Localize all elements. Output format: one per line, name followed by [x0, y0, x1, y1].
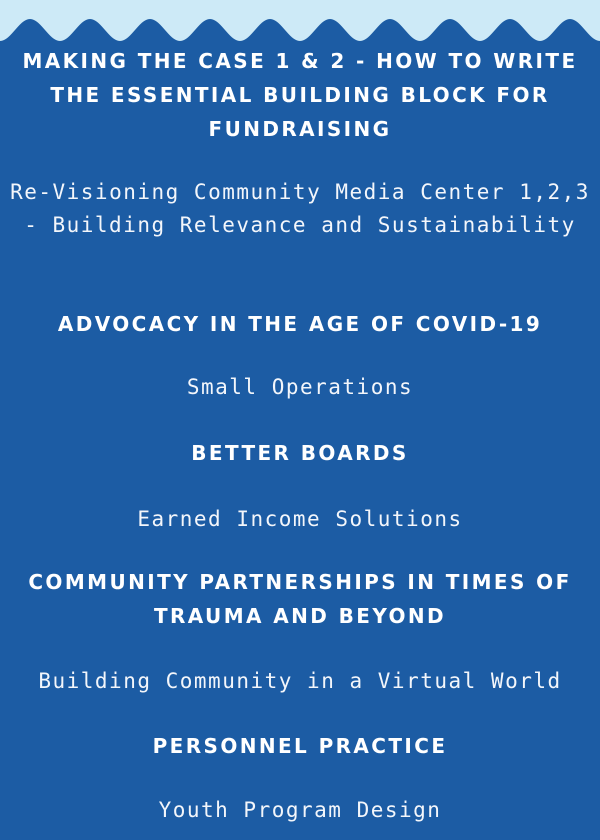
workshop-title-earned-income: Earned Income Solutions — [137, 507, 463, 531]
workshop-title-youth-program: Youth Program Design — [158, 798, 442, 822]
workshop-title-advocacy: ADVOCACY IN THE AGE OF COVID-19 — [57, 312, 543, 336]
workshop-title-community-partnerships: COMMUNITY PARTNERSHIPS IN TIMES OF TRAUMA AND BEYOND — [28, 570, 572, 628]
workshop-title-small-operations: Small Operations — [186, 375, 414, 399]
workshop-title-better-boards: BETTER BOARDS — [191, 441, 409, 465]
workshop-title-personnel-practice: PERSONNEL PRACTICE — [152, 734, 448, 758]
workshop-title-making-the-case: MAKING THE CASE 1 & 2 - HOW TO WRITE THE ESSENTIAL BUILDING BLOCK FOR FUNDRAISING — [22, 49, 578, 141]
workshop-title-re-visioning: Re-Visioning Community Media Center 1,2,3 - Building Relevance and Sustainability — [10, 180, 590, 237]
workshop-title-building-community: Building Community in a Virtual World — [38, 669, 562, 693]
